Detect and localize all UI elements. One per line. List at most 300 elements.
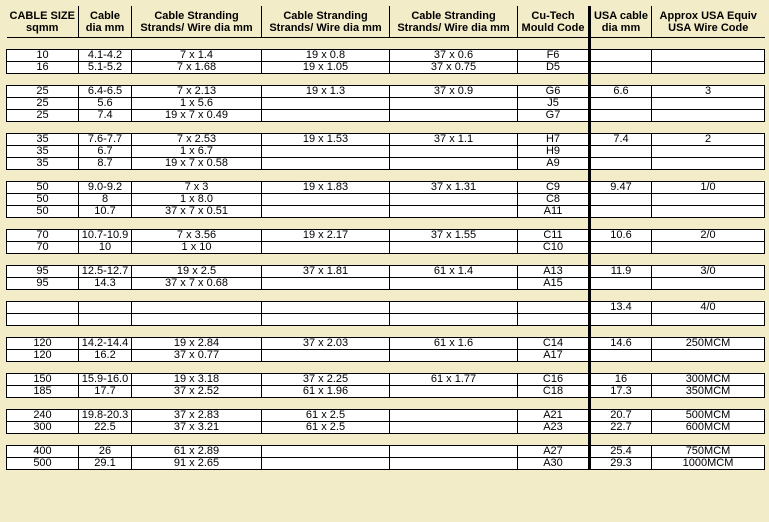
table-row [7, 242, 765, 254]
table-row [7, 422, 765, 434]
spacer-cell [79, 170, 132, 182]
spacer-cell [79, 218, 132, 230]
col-mould-code-cell: C8 [518, 194, 590, 206]
spacer-cell [518, 74, 590, 86]
spacer-cell [652, 362, 765, 374]
col-stranding-37-cell [390, 422, 518, 434]
table-row [7, 386, 765, 398]
col-stranding-19-cell: 61 x 1.96 [262, 386, 390, 398]
header-line: dia mm [85, 21, 125, 34]
spacer-cell [518, 254, 590, 266]
col-mould-code-cell: A15 [518, 278, 590, 290]
col-stranding-19-cell [262, 314, 390, 326]
col-usa-dia-cell [590, 314, 652, 326]
spacer-cell [262, 326, 390, 338]
col-stranding-19-cell [262, 278, 390, 290]
col-usa-wire-code-cell [652, 50, 765, 62]
col-cable-dia-cell: 10.7 [79, 206, 132, 218]
col-stranding-37-cell [390, 158, 518, 170]
col-usa-dia-cell: 9.47 [590, 182, 652, 194]
spacer-cell [652, 74, 765, 86]
spacer-cell [79, 434, 132, 446]
header-line: Strands/ Wire dia mm [269, 21, 382, 34]
table-row [7, 98, 765, 110]
spacer-cell [390, 326, 518, 338]
header-line: Strands/ Wire dia mm [397, 21, 510, 34]
header-line: USA cable [593, 9, 648, 22]
col-mould-code-cell: A30 [518, 458, 590, 470]
spacer-cell [79, 290, 132, 302]
spacer-cell [390, 362, 518, 374]
col-stranding-7-cell: 37 x 7 x 0.68 [132, 278, 262, 290]
col-stranding-7-cell: 7 x 3.56 [132, 230, 262, 242]
col-stranding-7-cell: 19 x 3.18 [132, 374, 262, 386]
spacer-cell [7, 290, 79, 302]
col-stranding-7-cell: 37 x 3.21 [132, 422, 262, 434]
header-line: dia mm [601, 21, 641, 34]
col-cable-size-cell: 50 [7, 206, 79, 218]
col-mould-code-cell: C10 [518, 242, 590, 254]
header-line: USA Wire Code [668, 21, 749, 34]
spacer-cell [652, 326, 765, 338]
col-cable-dia-cell: 9.0-9.2 [79, 182, 132, 194]
col-stranding-37-cell: 61 x 1.6 [390, 338, 518, 350]
table-row [7, 50, 765, 62]
col-stranding-19-cell: 37 x 1.81 [262, 266, 390, 278]
col-cable-dia-cell: 14.3 [79, 278, 132, 290]
spacer-cell [590, 362, 652, 374]
col-mould-code-cell: C11 [518, 230, 590, 242]
col-usa-wire-code-cell [652, 158, 765, 170]
col-usa-dia-cell: 7.4 [590, 134, 652, 146]
spacer-cell [652, 434, 765, 446]
col-usa-dia-cell: 22.7 [590, 422, 652, 434]
col-cable-dia-cell: 29.1 [79, 458, 132, 470]
table-row [7, 230, 765, 242]
col-cable-size-cell: 240 [7, 410, 79, 422]
spacer-cell [79, 362, 132, 374]
col-stranding-19-cell [262, 194, 390, 206]
spacer-cell [7, 74, 79, 86]
col-usa-dia-cell [590, 50, 652, 62]
spacer-cell [262, 74, 390, 86]
col-stranding-37-cell [390, 206, 518, 218]
cable-table-container [6, 6, 765, 470]
col-cable-size-cell: 70 [7, 242, 79, 254]
col-mould-code-cell: C16 [518, 374, 590, 386]
col-stranding-37-cell [390, 302, 518, 314]
col-usa-wire-code-cell: 1000MCM [652, 458, 765, 470]
col-usa-wire-code-cell [652, 98, 765, 110]
spacer-cell [7, 122, 79, 134]
spacer-cell [79, 74, 132, 86]
col-stranding-37-cell [390, 446, 518, 458]
col-stranding-37-cell [390, 278, 518, 290]
col-usa-wire-code-cell [652, 110, 765, 122]
col-stranding-19-cell [262, 446, 390, 458]
col-usa-wire-code-cell [652, 278, 765, 290]
col-mould-code-cell: A11 [518, 206, 590, 218]
spacer-cell [262, 38, 390, 50]
col-usa-dia-cell [590, 242, 652, 254]
spacer-cell [262, 434, 390, 446]
col-usa-dia-header [590, 6, 652, 38]
col-stranding-37-cell: 61 x 1.77 [390, 374, 518, 386]
table-row [7, 278, 765, 290]
spacer-cell [652, 254, 765, 266]
col-stranding-19-cell: 19 x 1.83 [262, 182, 390, 194]
col-usa-wire-code-cell: 4/0 [652, 302, 765, 314]
col-cable-size-cell: 10 [7, 50, 79, 62]
col-cable-dia-cell: 15.9-16.0 [79, 374, 132, 386]
col-cable-size-cell: 150 [7, 374, 79, 386]
col-cable-size-cell [7, 302, 79, 314]
spacer-cell [390, 170, 518, 182]
col-stranding-37-cell: 61 x 1.4 [390, 266, 518, 278]
spacer-cell [390, 254, 518, 266]
col-stranding-37-cell: 37 x 1.31 [390, 182, 518, 194]
spacer-cell [590, 434, 652, 446]
col-usa-wire-code-cell: 2 [652, 134, 765, 146]
spacer-cell [132, 254, 262, 266]
col-stranding-37-cell [390, 458, 518, 470]
table-row [7, 158, 765, 170]
col-mould-code-cell: G7 [518, 110, 590, 122]
spacer-cell [7, 254, 79, 266]
col-stranding-19-cell [262, 158, 390, 170]
col-cable-size-cell: 50 [7, 194, 79, 206]
col-cable-size-cell: 25 [7, 98, 79, 110]
table-row [7, 134, 765, 146]
col-stranding-37-cell [390, 146, 518, 158]
col-stranding-37-cell [390, 242, 518, 254]
col-stranding-19-cell: 61 x 2.5 [262, 410, 390, 422]
col-stranding-7-cell: 7 x 2.13 [132, 86, 262, 98]
spacer-cell [132, 38, 262, 50]
header-line: Cable [90, 9, 120, 22]
col-cable-dia-cell: 16.2 [79, 350, 132, 362]
table-body [7, 38, 765, 470]
col-stranding-7-cell: 37 x 2.52 [132, 386, 262, 398]
col-mould-code-cell: C9 [518, 182, 590, 194]
col-stranding-19-header [262, 6, 390, 38]
spacer-cell [590, 122, 652, 134]
header-line: Strands/ Wire dia mm [140, 21, 253, 34]
col-mould-code-cell: H9 [518, 146, 590, 158]
spacer-cell [390, 290, 518, 302]
col-stranding-19-cell [262, 110, 390, 122]
spacer-cell [518, 218, 590, 230]
header-line: Cu-Tech [531, 9, 575, 22]
col-cable-dia-cell [79, 302, 132, 314]
group-spacer [7, 290, 765, 302]
col-usa-wire-code-cell: 500MCM [652, 410, 765, 422]
col-usa-wire-code-cell [652, 194, 765, 206]
col-cable-size-cell: 95 [7, 266, 79, 278]
col-cable-size-cell: 16 [7, 62, 79, 74]
spacer-cell [7, 218, 79, 230]
col-stranding-37-cell [390, 314, 518, 326]
table-row [7, 110, 765, 122]
col-cable-size-cell: 120 [7, 350, 79, 362]
col-stranding-19-cell: 19 x 0.8 [262, 50, 390, 62]
spacer-cell [132, 74, 262, 86]
col-usa-dia-cell: 14.6 [590, 338, 652, 350]
spacer-cell [652, 122, 765, 134]
col-cable-size-cell: 35 [7, 158, 79, 170]
col-stranding-19-cell: 19 x 1.3 [262, 86, 390, 98]
col-cable-size-cell: 25 [7, 86, 79, 98]
col-stranding-7-cell: 37 x 7 x 0.51 [132, 206, 262, 218]
spacer-cell [518, 290, 590, 302]
col-stranding-19-cell [262, 242, 390, 254]
spacer-cell [590, 218, 652, 230]
col-usa-dia-cell [590, 350, 652, 362]
col-stranding-19-cell [262, 350, 390, 362]
col-cable-size-cell: 35 [7, 146, 79, 158]
spacer-cell [262, 362, 390, 374]
spacer-cell [590, 290, 652, 302]
col-usa-dia-cell: 17.3 [590, 386, 652, 398]
col-usa-wire-code-cell: 750MCM [652, 446, 765, 458]
col-stranding-7-cell: 1 x 8.0 [132, 194, 262, 206]
spacer-cell [132, 290, 262, 302]
col-usa-dia-cell: 10.6 [590, 230, 652, 242]
spacer-cell [262, 254, 390, 266]
col-stranding-7-header [132, 6, 262, 38]
col-stranding-7-cell: 19 x 7 x 0.58 [132, 158, 262, 170]
col-cable-size-cell: 185 [7, 386, 79, 398]
col-usa-dia-cell: 13.4 [590, 302, 652, 314]
col-cable-dia-cell: 7.4 [79, 110, 132, 122]
col-stranding-7-cell: 19 x 2.5 [132, 266, 262, 278]
spacer-cell [390, 122, 518, 134]
col-stranding-37-cell [390, 110, 518, 122]
col-stranding-7-cell: 1 x 6.7 [132, 146, 262, 158]
col-cable-dia-cell: 6.7 [79, 146, 132, 158]
col-mould-code-cell: A27 [518, 446, 590, 458]
col-usa-wire-code-cell [652, 62, 765, 74]
spacer-cell [262, 218, 390, 230]
spacer-cell [518, 38, 590, 50]
col-stranding-7-cell: 7 x 1.4 [132, 50, 262, 62]
col-usa-dia-cell [590, 62, 652, 74]
spacer-cell [7, 398, 79, 410]
col-mould-code-cell: A9 [518, 158, 590, 170]
spacer-cell [79, 122, 132, 134]
table-row [7, 194, 765, 206]
spacer-cell [652, 398, 765, 410]
col-stranding-7-cell: 7 x 2.53 [132, 134, 262, 146]
header-line: CABLE SIZE [9, 9, 75, 22]
spacer-cell [652, 170, 765, 182]
col-stranding-19-cell [262, 98, 390, 110]
spacer-cell [390, 218, 518, 230]
spacer-cell [79, 398, 132, 410]
col-cable-size-cell: 95 [7, 278, 79, 290]
col-usa-dia-cell [590, 110, 652, 122]
col-cable-dia-cell: 8 [79, 194, 132, 206]
col-usa-dia-cell: 11.9 [590, 266, 652, 278]
col-cable-dia-cell: 4.1-4.2 [79, 50, 132, 62]
group-spacer [7, 122, 765, 134]
header-line: Cable Stranding [411, 9, 496, 22]
col-usa-wire-code-cell: 250MCM [652, 338, 765, 350]
col-mould-code-cell [518, 302, 590, 314]
col-cable-dia-cell: 17.7 [79, 386, 132, 398]
col-mould-code-cell: H7 [518, 134, 590, 146]
spacer-cell [262, 170, 390, 182]
table-row [7, 350, 765, 362]
col-mould-code-cell: C14 [518, 338, 590, 350]
spacer-cell [132, 218, 262, 230]
table-row [7, 458, 765, 470]
col-usa-dia-cell [590, 206, 652, 218]
spacer-cell [390, 398, 518, 410]
col-mould-code-cell: D5 [518, 62, 590, 74]
table-row [7, 302, 765, 314]
spacer-cell [262, 122, 390, 134]
spacer-cell [652, 38, 765, 50]
spacer-cell [79, 326, 132, 338]
col-stranding-37-cell: 37 x 0.75 [390, 62, 518, 74]
group-spacer [7, 74, 765, 86]
col-stranding-19-cell [262, 206, 390, 218]
spacer-cell [590, 326, 652, 338]
table-row [7, 410, 765, 422]
spacer-cell [132, 362, 262, 374]
col-stranding-7-cell [132, 314, 262, 326]
table-row [7, 146, 765, 158]
col-stranding-7-cell: 19 x 7 x 0.49 [132, 110, 262, 122]
spacer-cell [590, 38, 652, 50]
col-stranding-19-cell: 19 x 2.17 [262, 230, 390, 242]
spacer-cell [652, 218, 765, 230]
col-usa-dia-cell: 20.7 [590, 410, 652, 422]
col-mould-code-cell: C18 [518, 386, 590, 398]
col-stranding-37-cell: 37 x 1.55 [390, 230, 518, 242]
col-stranding-37-header [390, 6, 518, 38]
col-cable-dia-cell: 22.5 [79, 422, 132, 434]
spacer-cell [132, 398, 262, 410]
spacer-cell [7, 38, 79, 50]
col-cable-size-cell [7, 314, 79, 326]
col-cable-size-cell: 300 [7, 422, 79, 434]
table-row [7, 446, 765, 458]
col-mould-code-cell: A21 [518, 410, 590, 422]
col-stranding-37-cell: 37 x 0.6 [390, 50, 518, 62]
col-stranding-19-cell: 37 x 2.25 [262, 374, 390, 386]
spacer-cell [518, 362, 590, 374]
col-usa-dia-cell [590, 278, 652, 290]
col-stranding-19-cell: 61 x 2.5 [262, 422, 390, 434]
spacer-cell [390, 434, 518, 446]
header-line: sqmm [26, 21, 59, 34]
col-usa-wire-code-cell: 3 [652, 86, 765, 98]
group-spacer [7, 434, 765, 446]
col-cable-dia-cell: 26 [79, 446, 132, 458]
table-row [7, 206, 765, 218]
col-stranding-7-cell: 1 x 10 [132, 242, 262, 254]
header-line: Cable Stranding [283, 9, 368, 22]
col-mould-code-cell: A17 [518, 350, 590, 362]
col-stranding-19-cell [262, 458, 390, 470]
col-usa-wire-code-cell [652, 350, 765, 362]
col-stranding-7-cell: 1 x 5.6 [132, 98, 262, 110]
col-usa-dia-cell: 25.4 [590, 446, 652, 458]
spacer-cell [590, 398, 652, 410]
spacer-cell [79, 38, 132, 50]
col-cable-size-cell: 400 [7, 446, 79, 458]
col-cable-dia-cell: 6.4-6.5 [79, 86, 132, 98]
group-spacer [7, 170, 765, 182]
header-line: Mould Code [521, 21, 585, 34]
table-row [7, 314, 765, 326]
col-stranding-37-cell [390, 410, 518, 422]
spacer-cell [7, 434, 79, 446]
table-header [7, 6, 765, 38]
spacer-cell [132, 122, 262, 134]
spacer-cell [518, 398, 590, 410]
col-mould-code-cell: F6 [518, 50, 590, 62]
group-spacer [7, 254, 765, 266]
col-stranding-7-cell: 91 x 2.65 [132, 458, 262, 470]
col-stranding-7-cell: 7 x 3 [132, 182, 262, 194]
col-stranding-7-cell [132, 302, 262, 314]
table-row [7, 86, 765, 98]
col-usa-wire-code-header [652, 6, 765, 38]
spacer-cell [262, 398, 390, 410]
spacer-cell [518, 122, 590, 134]
col-usa-wire-code-cell: 2/0 [652, 230, 765, 242]
spacer-cell [132, 434, 262, 446]
col-usa-dia-cell [590, 194, 652, 206]
spacer-cell [7, 170, 79, 182]
spacer-cell [390, 74, 518, 86]
spacer-cell [518, 326, 590, 338]
col-stranding-37-cell [390, 350, 518, 362]
header-line: Approx USA Equiv [659, 9, 757, 22]
col-stranding-37-cell [390, 98, 518, 110]
col-usa-wire-code-cell: 300MCM [652, 374, 765, 386]
col-cable-dia-cell: 5.6 [79, 98, 132, 110]
col-mould-code-cell: G6 [518, 86, 590, 98]
col-mould-code-cell: A13 [518, 266, 590, 278]
col-usa-wire-code-cell [652, 146, 765, 158]
col-usa-wire-code-cell [652, 206, 765, 218]
spacer-cell [652, 290, 765, 302]
col-cable-dia-cell: 7.6-7.7 [79, 134, 132, 146]
col-mould-code-cell: J5 [518, 98, 590, 110]
spacer-cell [518, 170, 590, 182]
col-mould-code-header [518, 6, 590, 38]
col-stranding-19-cell [262, 302, 390, 314]
col-cable-size-cell: 500 [7, 458, 79, 470]
col-cable-dia-header [79, 6, 132, 38]
group-spacer [7, 218, 765, 230]
spacer-cell [7, 326, 79, 338]
col-usa-dia-cell [590, 98, 652, 110]
col-stranding-7-cell: 61 x 2.89 [132, 446, 262, 458]
col-usa-dia-cell: 6.6 [590, 86, 652, 98]
spacer-cell [132, 170, 262, 182]
col-cable-size-cell: 120 [7, 338, 79, 350]
col-stranding-7-cell: 37 x 2.83 [132, 410, 262, 422]
cable-size-table [6, 6, 765, 470]
col-usa-dia-cell: 29.3 [590, 458, 652, 470]
col-stranding-7-cell: 37 x 0.77 [132, 350, 262, 362]
col-cable-dia-cell [79, 314, 132, 326]
